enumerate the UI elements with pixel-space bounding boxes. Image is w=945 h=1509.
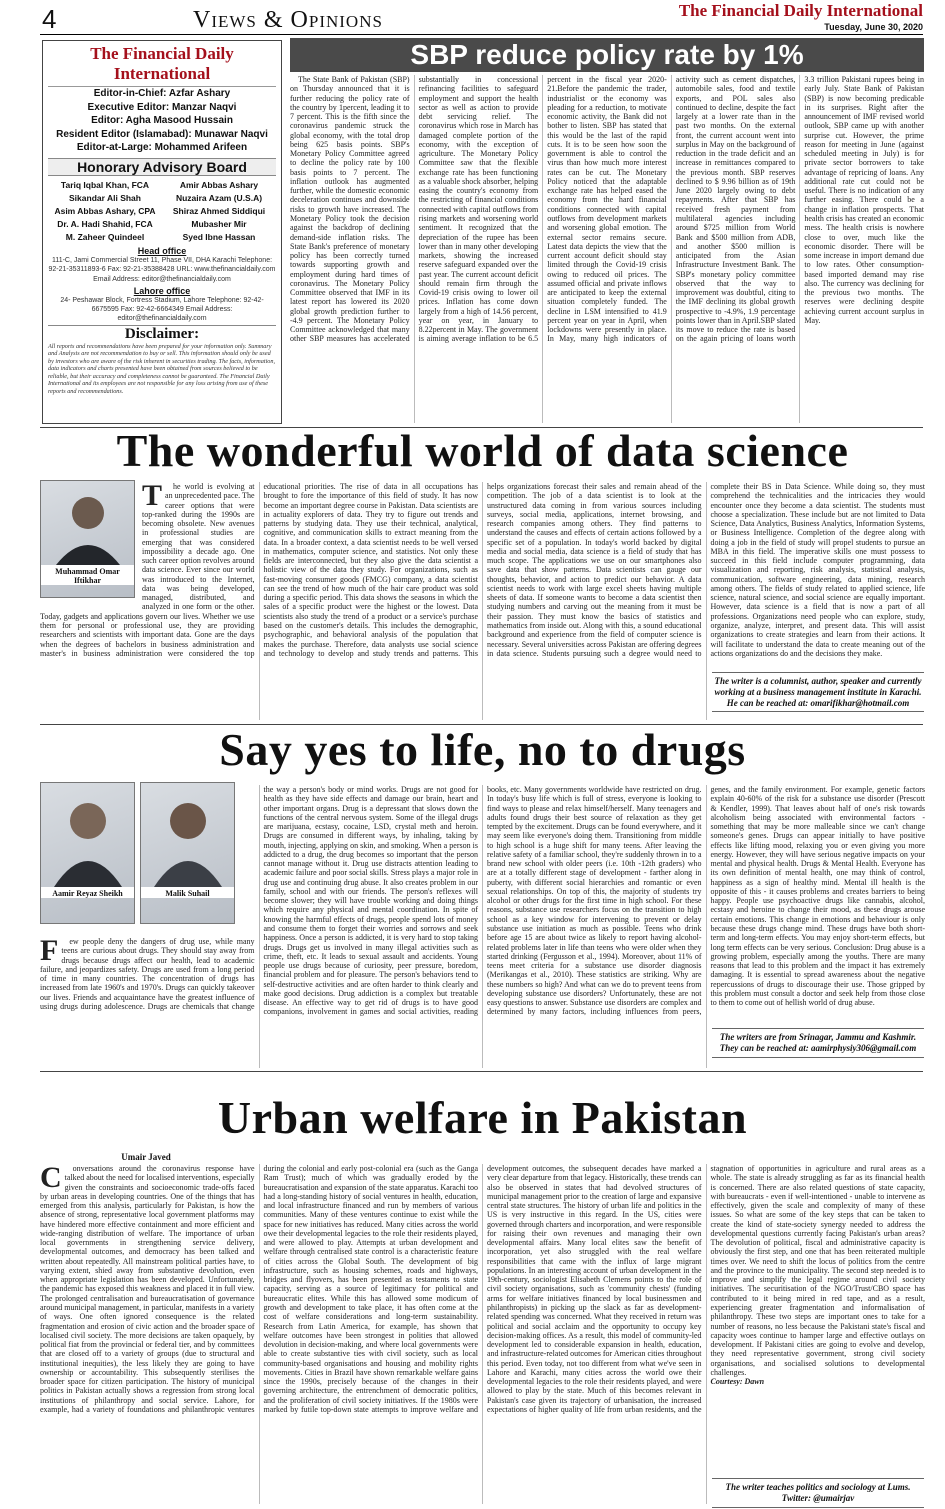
article-body-text: T he world is evolving at an unprecedented pace. The career options that were top-ranked during the 1990s are becoming obsolete. New avenues in professional studies are emerging that was considered impossibility a decade ago. One such career option revolves around data science. Ever since our world was introduced to the Internet, data was being developed, managed, distributed, and analyzed in one form or the other. Today, gadgets and applications govern our lives. Whether we use them for personal or professional use, they are providing researchers and scientists with important data. Gone are the days when the degrees of bachelors in business administration and master's in business administration were considered the top educational priorities. The rise of data in all occupations has brought to fore the importance of this field of study. It has now become an important degree course in Pakistan. Data scientists are in actuality explorers of data. They try to figure out trends and patterns by studying data. They use their technical, analytical, cognitive, and communication skills to extract meaning from the data. In a broader context, a data scientist needs to be well versed in mathematics, computer science, and statistics. Not only these fields are interconnected, but they also give the data scientist a holistic view of the data they study. For organizations, such as fast-moving consumer goods (FMCG) company, a data scientist can see the trend of how much of the hair care product was sold during a specific period. This data shows the seasons in which the sales of a specific product were the highest or the lowest. Data scientists also study the trend of a product or a service's purchase based on the customer's details. This includes the demographic, psychographic, and behavioral analysis of the population that makes the purchase. Therefore, data analysts use social science and technology to develop and study trends and patterns. This helps organizations forecast their sales and remain ahead of the competition. The job of a data scientist is to look at the unstructured data coming in from various sources including surveys, social media, applications, internet browsing, and research companies among others. They find patterns to understand the causes and effects of certain actions followed by a specific set of a population. In today's world backed by digital media and social media, data science is a field of study that has much scope. The applications we use on our smartphones also save data that show patterns. Data scientists can gauge our thoughts, behavior, and action to predict our behavior. A data scientist needs to work with large excel sheets having multiple sheets of data. If someone wants to become a data scientist then studying numbers and carving out the meaning from it must be their passion. They must know the basics of statistics and mathematics from inside out. Along with this, a sound educational background and experience from the field of computer science is necessary. Several universities across Pakistan are offering degrees in data science. Students pursuing such a degree would need to complete their BS in Data Science. While doing so, they must comprehend the technicalities and the intricacies they would encounter once they become a data scientist. The students must choose a specialization. These include but are not limited to Data Science, Data Analytics, Business Analytics, Information Systems, or Business Intelligence. Completion of the degree along with doing a job in the field of study will propel students to pursue an MBA in this field. The imperative skills one must possess to succeed in this field include computer programming, data visualization and reporting, risk analysis, statistical analysis, communication, software engineering, data mining, research among others. The fields of study related to applied science, life science, natural science, and social science are equally important. However, data science is a field that is now a part of all professions. Organizations need people who can explore, study, organize, analyze, interpret, and present data. This will assist organizations to create strategies and learn from their actions. It will facilitate to understand the data to create meaning out of the actions organizations do and the decisions they make.	[40, 482, 925, 658]
page-number: 4	[42, 4, 57, 34]
head-office-address: 111-C, Jami Commercial Street 11, Phase VII, DHA Karachi Telephone: 92-21-35311893-6 Fax: 92-21-35388428 URL: www.thefinancialdaily.com Email Address: editor@thefinancialdaily.com	[48, 257, 276, 283]
editor-line: Editor-at-Large: Mohammed Arifeen	[76, 142, 248, 153]
board-member: Syed Ibne Hassan	[182, 232, 256, 243]
article-drugs-headline: Say yes to life, no to drugs	[219, 724, 746, 775]
board-member: M. Zaheer Quindeel	[65, 232, 145, 243]
author-note: The writer is a columnist, author, speaker and currently working at a business management institute in Karachi. He can be reached at: omarifikhar@hotmail.com	[712, 672, 924, 712]
article-sbp-body	[290, 75, 924, 423]
header-rule	[40, 34, 923, 35]
lahore-office-title: Lahore office	[133, 285, 191, 296]
article-urban-welfare-body	[40, 1164, 925, 1504]
editor-line: Editor-in-Chief: Azfar Ashary	[93, 88, 231, 99]
author-caption: Malik Suhail	[141, 887, 234, 898]
article-sbp-headline: SBP reduce policy rate by 1%	[290, 38, 924, 72]
board-member: Nuzaira Azam (U.S.A)	[175, 192, 263, 203]
board-member: Dr. A. Hadi Shahid, FCA	[57, 219, 153, 230]
article-urban-welfare-headline: Urban welfare in Pakistan	[217, 1092, 748, 1143]
board-member: Tariq Iqbal Khan, FCA	[60, 179, 150, 190]
article-body-text: F ew people deny the dangers of drug use, while many teens are curious about drugs. They should stay away from drugs because drugs affect our health, lead to academic failure, and jeopardizes safety. Drugs are used from a long period of time in many countries. The concentration of drugs has increased from late 1960's and 1970's. Drugs can quickly takeover our lives. Friends and acquaintance have the greatest influence of using drugs during adolescence. Drugs are chemicals that change the way a person's body or mind works. Drugs are not good for health as they have side effects and damage our brain, heart and other important organs. Drug is a depressant that slows down the functions of the central nervous system. Some of the illegal drugs are marijuana, ecstasy, cocaine, LSD, crystal meth and heroin. Drugs are consumed in different ways, by inhaling, taking by mouth, injecting, applying on skin, and smoking. When a person is addicted to a drug, the drug becomes so important that the person cannot manage without it. Drug use distracts attention leading to academic failure and poor social skills. Stress plays a major role in drug use and continuing drug abuse. It also creates problem in our family, school and with our friends. The person's reflexes will become slower; they will have trouble working and doing things which require any physical and mental coordination. In spite of knowing the harmful effects of drugs, people spend lots of money and consume them to forget their worries and sorrows and seek happiness. Once a person is addicted, it is very hard to stop taking drugs. Drugs get us involved in many illegal activities such as crime, theft, etc. It leads to sexual assault and accidents. Young people use drugs because of curiosity, peer pressure, boredom, financial problem and for pleasure. The person's behaviors tend to self-destructive activities and are often harder to think clearly and make good decisions. Drug addiction is a complex but treatable disease. An effective way to get rid of drugs is to have good companions, involvement in games and social activities, reading books, etc. Many governments worldwide have restricted on drug. In today's busy life which is full of stress, everyone is looking to find ways to please and relax himself/herself. Many teenagers and adults found drugs their best source of relaxation as they get tempted by the excitement. Drugs can be found everywhere, and it may seem like everyone's doing them. Transitioning from middle to high school is a huge shift for many teens. After leaving the relative safety of a familiar school, they're suddenly thrown in to a brand new school with older peers (i.e. 10th -12th graders) who are at a totally different stage of development - farther along in puberty, with different social hierarchies and romantic or even sexual relationships. On top of this, the majority of students try alcohol or other drugs for the first time in high school. For these reasons, substance use researchers focus on the transition to high school as a key window for intervening to prevent or delay substance use initiation as much as possible. Teens who drink before age 15 are about twice as likely to report having alcohol-related problems later in life than teens who were older when they started drinking (Fergusson et al., 1994). Moreover, about 11% of teens meet criteria for a substance use disorder diagnosis (Merikangas et al., 2010). These statistics are striking. Why are these numbers so high? And what can we do to prevent teens from developing substance use disorders? Unfortunately, these are not easy questions to answer. Substance use disorders are complex and determined by many factors, including influences from peers, genes, and the family environment. For example, genetic factors explain 40-60% of the risk for a substance use disorder (Prescott & Kendler, 1999). That leaves about half of one's risk towards alcoholism being associated with environmental factors - something that may be more malleable since we can't change someone's genes. Drugs can appear initially to have positive effects like lifting mood, relaxing you or even giving you more energy. However, they will have serious negative impacts on your mental and physical health. Drugs & Mental Health. Everyone has its own definition of mental health, one may think of control, happiness as a sign of healthy mind. Mental ill health is the opposite of this - it causes problems and creates barriers to being happy. People use psychoactive drugs like cannabis, alcohol, ecstasy and heroine to change their mood, as these drugs arouse certain emotions. This change in emotions and behaviour is only because these drugs change mind. These drugs have both short-term and long-term effects. You may enjoy short-term effects, but long term effects can be very serious. Conclusion: Drug abuse is a growing problem, especially among the youths. There are many reasons that lead to this problem and the impact it has extremely damaging. It is essential to spread awareness about the negative repercussions of drugs to discourage their use. Those gripped by this problem must consult a doctor and seek help from those close to them to come out of hellish world of drug abuse.	[40, 785, 925, 1017]
publication-name: The Financial Daily International	[678, 1, 923, 20]
editor-line: Executive Editor: Manzar Naqvi	[87, 101, 237, 113]
advisory-board-list	[48, 179, 276, 245]
board-member: Sikandar Ali Shah	[69, 192, 141, 203]
section-title: Views & Opinions	[193, 7, 383, 33]
article-body-text: C onversations around the coronavirus response have talked about the need for localised interventions, especially given the constraints and socioeconomic trade-offs faced by urban areas in developing countries. One of the things that has emerged from this analysis, particularly for Pakistan, is how the absence of strong, representative local government platforms may have hindered more effective containment and more efficient and wide-ranging distribution of welfare. The importance of urban local governments in strengthening service delivery, developmental outcomes, and democracy has been talked and written about repeatedly. All mainstream political parties have, to varying extent, shied away from substantive devolution, even when appropriate legislation has been developed. Unfortunately, the pandemic has exposed this weakness and placed it in full view. The prolonged centralisation and bureaucratisation of governance around municipal management, in particular, manifests in a variety of ways. One often ignored consequence is the related fragmentation and erosion of civic action and the broader space of localised civil society. The more decisions are taken opaquely, by political fiat from the provincial or federal tier, and by committees that are closed off to a variety of groups (due to structural and institutional inequities), the less likely they are going to have ownership or accountability. This subsequently sterilises the broader space for citizen participation. The history of municipal politics in Pakistan actually shows a regression from strong local institutions of philanthropy and social service. Lahore, for example, had a variety of foundations and philanthropic ventures during the colonial and early post-colonial era (such as the Ganga Ram Trust); much of which was gradually eroded by the bureaucratisation and expansion of the state apparatus. Karachi too had a long-standing history of social ventures in health, education, and local infrastructure financed and run by members of various communities. Many of these ventures continue to exist while the space for new initiatives has reduced. Many cities across the world owe their developmental legacies to the role their residents played, and were allowed to play. Attempts at urban development and welfare through centralised state control is a characteristic feature of cities across the Global South. The development of big infrastructure, such as housing schemes, roads and highways, bridges and flyovers, has been presented as testaments to state capacity, serving as a source of legitimacy for political and bureaucratic elites. While this has allowed some modicum of growth and development to take place, it has often come at the cost of welfare considerations and long-term sustainability. Research from Latin America, for example, has shown that welfare outcomes have been strongest in polities that allowed devolution in decision-making, and where local governments were able to create substantive ties with civil society, such as local community-based organisations and housing and mobility rights movements. Cities in Brazil have shown remarkable welfare gains since the 1990s, precisely because of the changes in their governing architecture, the entrenchment of democratic politics, and the proliferation of civil society initiatives. If the 1980s were marked by futile top-down state attempts to improve welfare and development outcomes, the subsequent decades have marked a very clear departure from that legacy. Historically, these trends can also be observed in states that had devolved structures of municipal management prior to the creation of large and expansive central state structures. The history of urban life and politics in the US is very instructive in this regard. In the US, cities were governed through charters and incorporation, and were responsible for raising their own revenues and managing their own developmental affairs. Many local elites saw the benefit of incorporation, yet also struggled with the real welfare responsibilities that came with the influx of large migrant populations. In an interesting account of urban development in the 19th-century, sociologist Elisabeth Clemens points to the role of civil society organisations, such as 'community chests' (funding arms for welfare initiatives financed by local businessmen and philanthropists) in picking up the slack as far as development-related spending was concerned. What they received in return was political and social acclaim and the opportunity to occupy key decision-making offices. As a result, this model of community-led development led to considerable expansion in health, education, and infrastructure-related outcomes for American cities throughout this period. Even today, not too different from what we've seen in Lahore and Karachi, many cities across the world owe their developmental legacies to the role their residents played, and were allowed to play by the state. Much of this becomes relevant in Pakistan's case given its trajectory of urbanisation, the increased expectations of higher quality of life from urban residents, and the stagnation of opportunities in agriculture and rural areas as a whole. The state is already struggling as far as its financial health is concerned. There are also related questions of state capacity, with bureaucrats - even if well-intentioned - unable to intervene as effectively, given the scale and complexity of many of these issues. So what are some of the key steps that can be taken to create the kind of state-society synergy needed to address the developmental questions currently facing Pakistan's urban areas? The devolution of political, fiscal and administrative capacity is obviously the first step, and one that has been reiterated multiple times over. We need to shift the locus of politics from the centre and the province to the municipality. The second step needed is to improve and simplify the legal regime around civil society initiatives. The securitisation of the NGO/Trust/CBO space has contributed to it being mired in red tape, and as a result, experiencing greater fragmentation and informalisation of philanthropy. These two steps are important ones to take for a number of reasons, no less because the Pakistani state's fiscal and capacity woes continue to hamper large and effective outlays on development. If Pakistani cities are going to evolve and develop, they need representative government, strong civil society organisations, and socialised solutions to developmental challenges.	[40, 1164, 925, 1414]
board-member: Mubasher Mir	[191, 219, 247, 230]
article-drugs-body	[40, 785, 925, 1068]
issue-date: Tuesday, June 30, 2020	[824, 22, 923, 32]
author-byline: Umair Javed	[121, 1152, 171, 1162]
masthead-publication: The Financial Daily International	[48, 44, 276, 87]
board-member: Amir Abbas Ashary	[179, 179, 259, 190]
article-data-science-headline: The wonderful world of data science	[116, 425, 849, 476]
masthead-box	[42, 40, 282, 424]
author-note: The writer teaches politics and sociology at Lums. Twitter: @umairjav	[712, 1478, 924, 1508]
head-office-title: Head office	[137, 246, 187, 257]
masthead-editors	[48, 87, 276, 155]
article-body-text: The State Bank of Pakistan (SBP) on Thursday announced that it is further reducing the policy rate of the country by 1percent, leading it to 7 percent. This is the fifth since the coronavirus pandemic struck the global economy, with the total drop being 625 basis points. SBP's Monetary Policy Committee agreed to decline the policy rate by 100 basis points to 7 percent. The inflation outlook has augmented further, while the domestic economic deceleration continues and downside risks to growth have increased. The Monetary Policy took the decision against the backdrop of declining demand-side inflation risks. The State Bank's preference of monetary policy has been correctly turned towards supporting growth and employment during hard times of coronavirus. The Monetary Policy Committee observed that IMF in its latest report has lowered its 2020 global growth prediction further to -4.9 percent. The Monetary Policy Committee acknowledged that many other SBP measures has accelerated substantially in concessional refinancing facilities to safeguard employment and support the health sector as well as action to provide debt servicing relief. The coronavirus which rose in March has damaged complete portion of the economy, with the exception of agriculture. The Monetary Policy Committee saw that the flexible exchange rate has been functioning as a valuable shock absorber, helping easing the country's economy from the restricting of financial conditions connected with capital outflows from rising markets and worsening world sentiment. It recognized that the depreciation of the rupee has been lower than in many other developing markets, showing the increased reserve safeguard expanded over the past year. The current account deficit should remain firm through the Covid-19 crisis owing to lower oil prices. Inflation has come down largely from a high of 14.56 percent, year on year, in January to 8.22percent in May. The government is aiming average inflation to be 6.5 percent in the fiscal year 2020-21.Before the pandemic the trader, industrialist or the economy was pleading for a reduction, to motivate economic activity, the Bank did not bother to listen. SBP has stated that this would be the last of the rapid cuts. It is to be seen how soon the government is able to control the virus than how much more interest rates can be cut. The Monetary Policy noticed that the adaptable exchange rate has helped eased the economy from the hard financial conditions connected with capital outflows from development markets and worsening global emotion. The external sector remains secure. Latest data depicts the view that the current account deficit should stay limited through the Covid-19 crisis owing to reduced oil prices. The assumed official and private inflows are anticipated to keep the external situation completely funded. The decline in LSM intensified to 41.9 percent year on year in April, when lockdowns were presently in place. In May, many high indicators of activity such as cement dispatches, automobile sales, food and textile exports, and POL sales also continued to decline, despite the fact largely at a lower rate than in the past two months. On the external front, the current account went into surplus in May on the background of reduction in the trade deficit and an increase in remittances compared to the previous month. SBP reserves declined to $ 9.96 billion as of 19th June 2020 largely owing to debt repayments. After that SBP has received fresh payment from multilateral agencies including around $725 million from World Bank and $500 million from ADB, and another $500 million is anticipated from the Asian Infrastructure Investment Bank. The SBP's monetary policy committee observed that the way to improvement was doubtful, citing to the IMF declining its global growth prospective to -4.9%, 1.9 percentage points lower than in April.SBP slated its move to reduce the rate is based on the again pricing of loans worth 3.3 trillion Pakistani rupees being in early July. State Bank of Pakistan (SBP) is now becoming predicable in its surprises. Right after the announcement of IMF revised world outlook, SBP came up with another surprise cut. However, the prime reason for meeting in June (against scheduled meeting in July) is for private sector borrowers to take advantage of repricing of loans. Any additional rate cut could not be useful. There is no indication of any further easing. There could be a change in inflation prospects. That health crisis has created an economic mess. The health crisis is nowhere close to over, much like the economic disorder. There will be some increase in import demand due to low rates. Other consumption-based imported demand may rise also. The currency was declining for the previous two months. The reserves were declining despite achieving current account surplus in May.	[290, 75, 924, 344]
disclaimer-text: All reports and recommendations have been prepared for your information only. Summary and Analysis are not recommendation to buy or sell. This information should only be used by investors who are aware of the risk inherent in securities trading. The facts, information, data indicators and charts presented have been obtained from sources believed to be reliable, but their accuracy and completeness cannot be guaranteed. The Financial Daily International and its employees are not responsible for any loss arising from use of these reports and recommendations.	[48, 342, 276, 395]
editor-line: Resident Editor (Islamabad): Munawar Naqvi	[56, 128, 268, 140]
board-member: Asim Abbas Ashary, CPA	[54, 205, 156, 216]
author-caption: Aamir Reyaz Sheikh	[41, 887, 134, 898]
courtesy-line: Courtesy: Dawn	[710, 1377, 765, 1387]
section-divider	[40, 1071, 923, 1072]
editor-line: Editor: Agha Masood Hussain	[91, 115, 233, 126]
advisory-board-title: Honorary Advisory Board	[48, 158, 276, 176]
disclaimer-title: Disclaimer:	[48, 325, 276, 343]
author-note: The writers are from Srinagar, Jammu and Kashmir. They can be reached at: aamirphysiy306@gmail.com	[712, 1028, 924, 1058]
board-member: Shiraz Ahmed Siddiqui	[172, 205, 266, 216]
lahore-office-address: 24- Peshawar Block, Fortress Stadium, Lahore Telephone: 92-42-6675595 Fax: 92-42-6664349 Email Address: editor@thefinancialdaily.com	[60, 296, 264, 322]
author-caption: Muhammad Omar Iftikhar	[41, 565, 134, 585]
